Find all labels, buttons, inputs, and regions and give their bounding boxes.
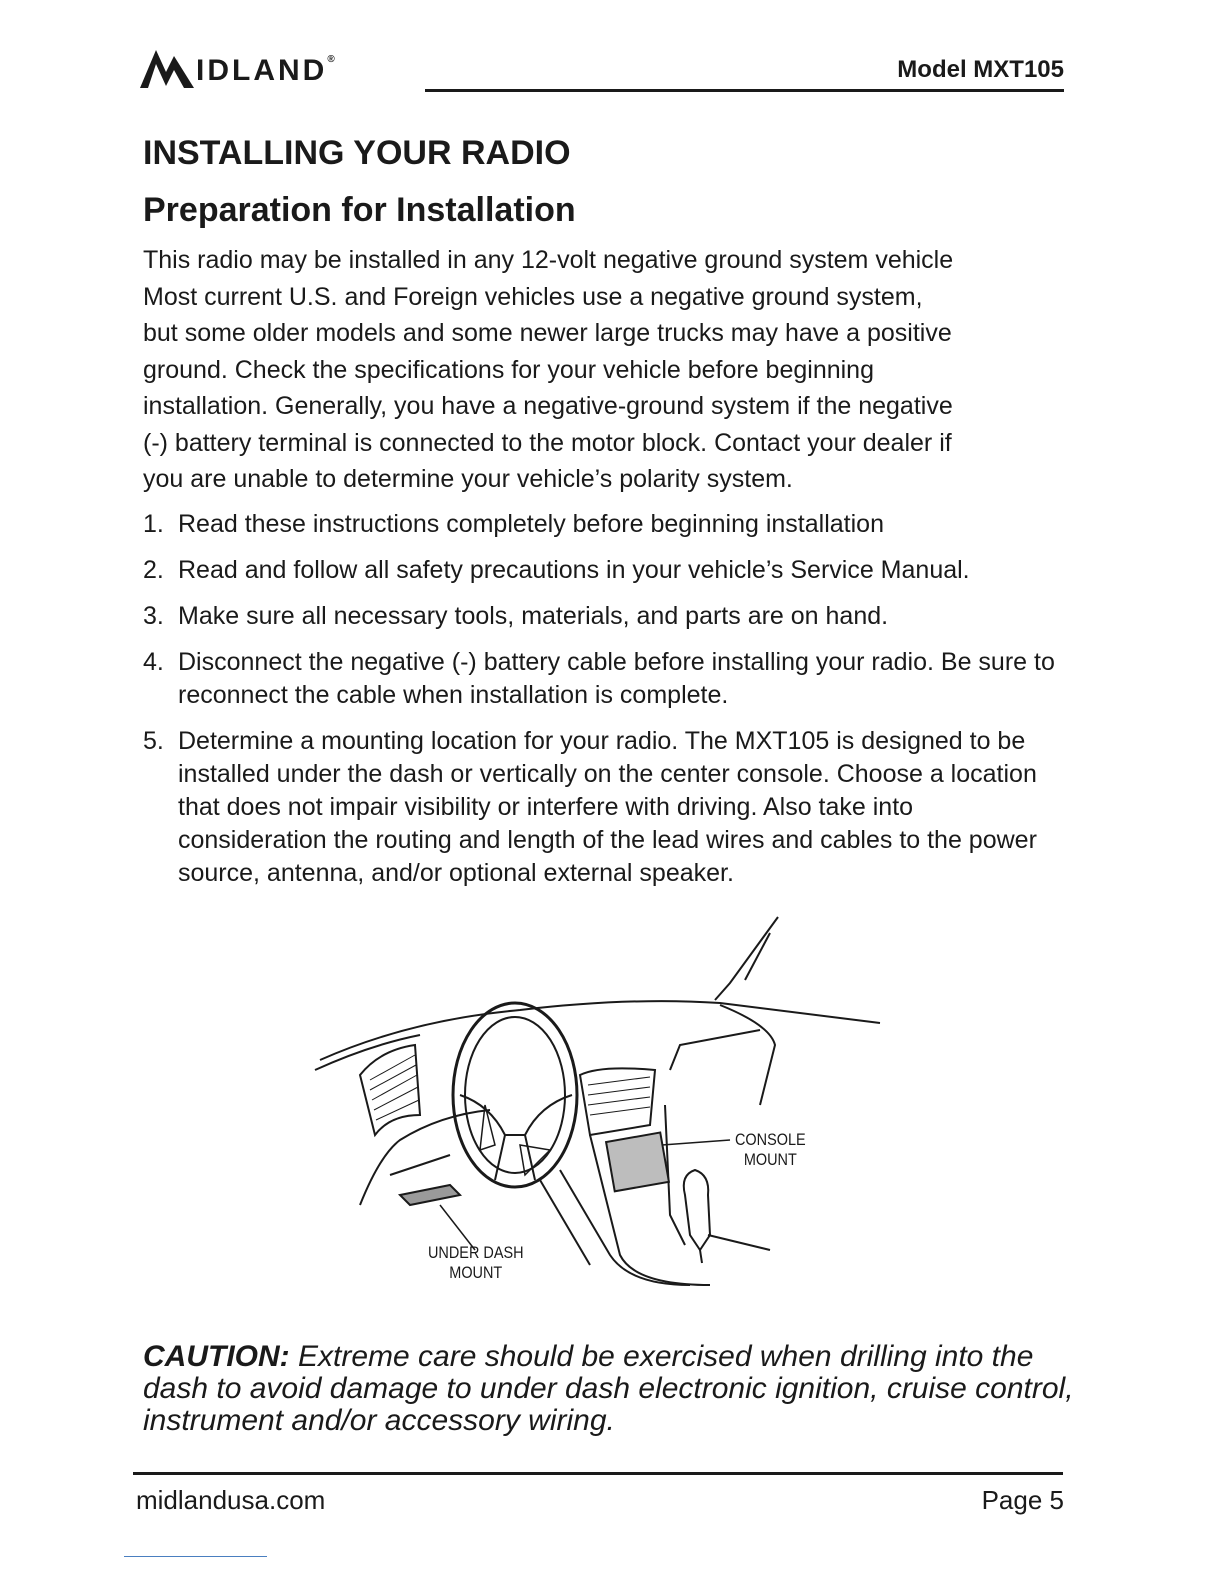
caution-text: Extreme care should be exercised when drilling into the dash to avoid damage to under dash electronic ignition, cruise control, instrument and/or accessory wiring. [143,1340,1074,1437]
scan-edge-line [124,1556,267,1557]
intro-line: but some older models and some newer large trucks may have a positive [143,319,952,347]
section-title: Preparation for Installation [143,191,576,229]
list-item: 1. Read these instructions completely before beginning installation [143,510,884,538]
console-mount-label: CONSOLE MOUNT [735,1130,806,1169]
list-item: 2. Read and follow all safety precautions in your vehicle’s Service Manual. [143,556,970,584]
page-title: INSTALLING YOUR RADIO [143,134,571,172]
dashboard-illustration [290,905,890,1305]
intro-paragraph [143,242,1063,498]
page-header [140,40,1064,96]
under-dash-mount-label: UNDER DASH MOUNT [428,1243,524,1282]
list-item: 5. Determine a mounting location for your radio. The MXT105 is designed to be installed under the dash or vertically on the center console. Choose a location that does not impair visibility or interfere with driving. Also take into consideration the routing and length of the lead wires and cables to the power source, antenna, and/or optional external speaker. [143,727,1037,887]
intro-line: ground. Check the specifications for your vehicle before beginning [143,355,874,384]
model-number: Model MXT105 [897,56,1064,83]
list-item: 4. Disconnect the negative (-) battery cable before installing your radio. Be sure to reconnect the cable when installation is complete. [143,648,1055,709]
footer-rule [133,1472,1063,1475]
caution-lead: CAUTION: [143,1340,290,1373]
header-rule [425,89,1064,92]
footer-website: midlandusa.com [136,1485,326,1515]
caution-note [143,1341,1083,1437]
midland-logo-m [140,46,196,90]
intro-line: This radio may be installed in any 12-volt negative ground system vehicle [143,246,954,274]
intro-line: installation. Generally, you have a negative-ground system if the negative [143,392,953,420]
list-item: 3. Make sure all necessary tools, materials, and parts are on hand. [143,602,889,630]
page-number: Page 5 [981,1485,1064,1515]
intro-line: (-) battery terminal is connected to the motor block. Contact your dealer if [143,428,952,457]
steps-list [143,508,1068,903]
intro-line: you are unable to determine your vehicle’s polarity system. [143,465,793,493]
intro-line: Most current U.S. and Foreign vehicles use a negative ground system, [143,282,923,311]
brand-name: IDLAND® [196,54,338,87]
